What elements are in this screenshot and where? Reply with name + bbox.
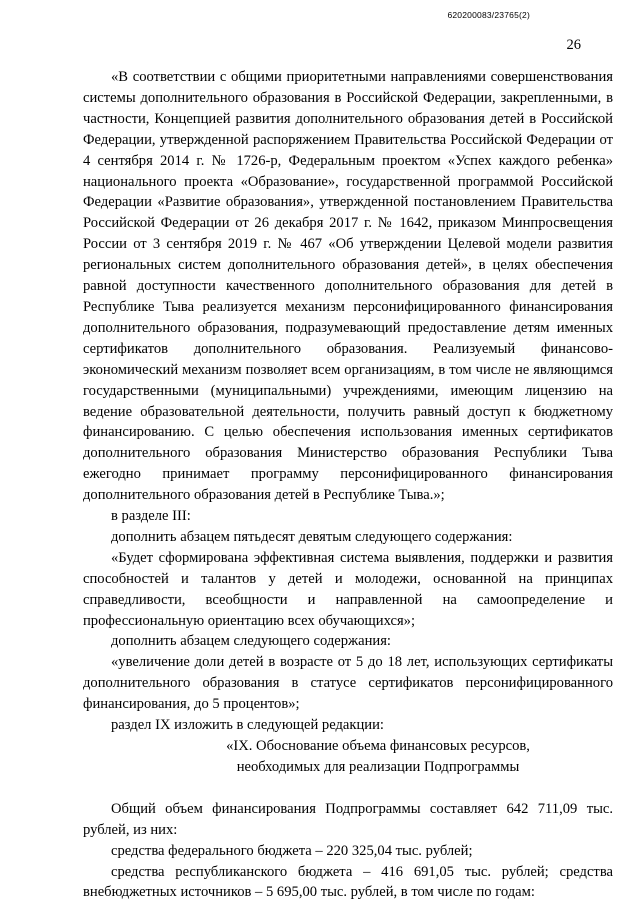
document-body: [83, 67, 613, 903]
paragraph-section-9: раздел IX изложить в следующей редакции:: [111, 717, 384, 734]
paragraph-federal-budget: средства федерального бюджета – 220 325,04 тыс. рублей;: [111, 842, 473, 859]
paragraph-talent-system: «Будет сформирована эффективная система выявления, поддержки и развития способностей и талантов у детей и молодежи, основанной на принципах справедливости, всеобщности и направленной на самоопределение и профессиональную ориентацию всех обучающихся»;: [83, 549, 613, 629]
paragraph-concept: «В соответствии с общими приоритетными направлениями совершенствования системы дополнительного образования в Российской Федерации, закрепленными, в частности, Концепцией развития дополнительного образования детей в Российской Федерации, утвержденной распоряжением Правительства Российской Федерации от 4 сентября 2014 г. № 1726-р, Федеральным проектом «Успех каждого ребенка» национального проекта «Образование», государственной программой Российской Федерации «Развитие образования», утвержденной постановлением Правительства Российской Федерации от 26 декабря 2017 г. № 1642, приказом Минпросвещения России от 3 сентября 2019 г. № 467 «Об утверждении Целевой модели развития региональных систем дополнительного образования детей», в целях обеспечения равной доступности качественного дополнительного образования для детей в Республике Тыва реализуется механизм персонифицированного финансирования дополнительного образования, подразумевающий предоставление детям именных сертификатов дополнительного образования. Реализуемый финансово-экономический механизм позволяет всем организациям, в том числе не являющимся государственными (муниципальными) учреждениями, имеющим лицензию на ведение образовательной деятельности, получить равный доступ к бюджетному финансированию. С целью обеспечения использования именных сертификатов дополнительного образования Министерство образования Республики Тыва ежегодно принимает программу персонифицированного финансирования дополнительного образования детей в Республике Тыва.»;: [83, 69, 613, 504]
page-number: 26: [566, 37, 581, 53]
paragraph-add-following: дополнить абзацем следующего содержания:: [111, 633, 391, 650]
section-heading-line-1: «IX. Обоснование объема финансовых ресурсов,: [226, 738, 530, 754]
paragraph-add-59: дополнить абзацем пятьдесят девятым следующего содержания:: [111, 528, 513, 545]
paragraph-republic-budget: средства республиканского бюджета – 416 691,05 тыс. рублей; средства внебюджетных источников – 5 695,00 тыс. рублей, в том числе по годам:: [83, 863, 613, 901]
paragraph-section-3: в разделе III:: [111, 508, 191, 525]
document-code: 620200083/23765(2): [447, 10, 530, 20]
paragraph-total-funding: Общий объем финансирования Подпрограммы составляет 642 711,09 тыс. рублей, из них:: [83, 800, 613, 838]
paragraph-certificates-share: «увеличение доли детей в возрасте от 5 до 18 лет, использующих сертификаты дополнительного образования в статусе сертификатов персонифицированного финансирования, до 5 процентов»;: [83, 654, 613, 713]
spacer: [83, 778, 613, 799]
section-heading-line-2: необходимых для реализации Подпрограммы: [236, 758, 520, 775]
